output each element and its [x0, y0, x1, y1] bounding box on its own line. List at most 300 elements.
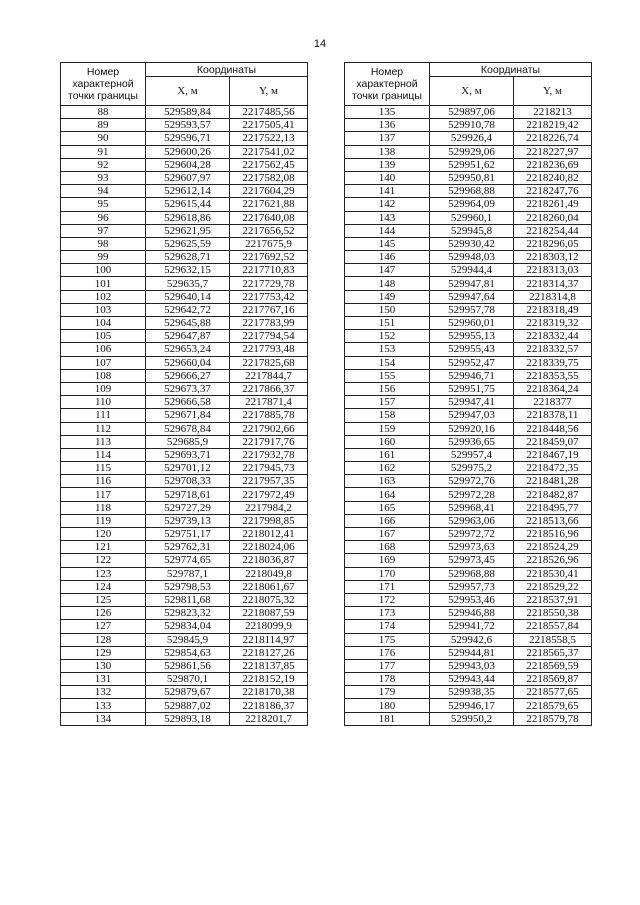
- point-number-cell: 102: [61, 290, 146, 303]
- x-coordinate-cell: 529887,02: [146, 699, 230, 712]
- y-coordinate-cell: 2217902,66: [230, 422, 308, 435]
- x-coordinate-cell: 529975,2: [430, 462, 514, 475]
- y-coordinate-cell: 2217621,88: [230, 198, 308, 211]
- table-row: [61, 119, 308, 132]
- y-coordinate-cell: 2218318,49: [514, 303, 592, 316]
- table-row: [345, 607, 592, 620]
- y-coordinate-cell: 2218313,03: [514, 264, 592, 277]
- point-number-cell: 175: [345, 633, 430, 646]
- y-coordinate-cell: 2217675,9: [230, 237, 308, 250]
- y-coordinate-cell: 2218061,67: [230, 580, 308, 593]
- point-number-cell: 118: [61, 501, 146, 514]
- coordinates-table-right: [344, 62, 592, 726]
- y-coordinate-cell: 2218087,59: [230, 607, 308, 620]
- x-coordinate-cell: 529628,71: [146, 251, 230, 264]
- x-coordinate-cell: 529653,24: [146, 343, 230, 356]
- table-row: [345, 448, 592, 461]
- y-coordinate-cell: 2218152,19: [230, 673, 308, 686]
- table-row: [61, 712, 308, 725]
- point-number-cell: 93: [61, 171, 146, 184]
- y-coordinate-cell: 2218569,87: [514, 673, 592, 686]
- table-row: [345, 356, 592, 369]
- point-number-cell: 122: [61, 554, 146, 567]
- table-row: [61, 185, 308, 198]
- point-number-cell: 155: [345, 369, 430, 382]
- x-coordinate-cell: 529751,17: [146, 528, 230, 541]
- y-coordinate-cell: 2218332,57: [514, 343, 592, 356]
- table-row: [345, 541, 592, 554]
- point-number-cell: 171: [345, 580, 430, 593]
- table-row: [345, 488, 592, 501]
- x-coordinate-cell: 529946,17: [430, 699, 514, 712]
- table-row: [345, 171, 592, 184]
- point-number-cell: 113: [61, 435, 146, 448]
- point-number-cell: 130: [61, 659, 146, 672]
- table-row: [61, 422, 308, 435]
- table-row: [345, 198, 592, 211]
- point-number-cell: 143: [345, 211, 430, 224]
- y-coordinate-cell: 2218558,5: [514, 633, 592, 646]
- y-coordinate-cell: 2218075,32: [230, 593, 308, 606]
- table-row: [61, 607, 308, 620]
- x-coordinate-cell: 529647,87: [146, 330, 230, 343]
- x-coordinate-cell: 529947,64: [430, 290, 514, 303]
- table-row: [61, 673, 308, 686]
- table-row: [345, 673, 592, 686]
- x-header: X, м: [146, 77, 230, 106]
- table-row: [345, 686, 592, 699]
- table-row: [61, 211, 308, 224]
- table-row: [61, 409, 308, 422]
- point-number-cell: 167: [345, 528, 430, 541]
- point-number-cell: 88: [61, 106, 146, 119]
- point-number-cell: 89: [61, 119, 146, 132]
- y-coordinate-cell: 2218459,07: [514, 435, 592, 448]
- x-coordinate-cell: 529910,78: [430, 119, 514, 132]
- y-coordinate-cell: 2218482,87: [514, 488, 592, 501]
- x-coordinate-cell: 529640,14: [146, 290, 230, 303]
- x-coordinate-cell: 529955,13: [430, 330, 514, 343]
- x-coordinate-cell: 529645,88: [146, 317, 230, 330]
- table-row: [61, 145, 308, 158]
- y-coordinate-cell: 2218377: [514, 396, 592, 409]
- y-coordinate-cell: 2217710,83: [230, 264, 308, 277]
- table-row: [61, 369, 308, 382]
- coordinates-header: Координаты: [430, 63, 592, 77]
- x-coordinate-cell: 529973,63: [430, 541, 514, 554]
- point-number-cell: 158: [345, 409, 430, 422]
- x-coordinate-cell: 529625,59: [146, 237, 230, 250]
- point-number-cell: 178: [345, 673, 430, 686]
- point-number-cell: 170: [345, 567, 430, 580]
- x-coordinate-cell: 529673,37: [146, 382, 230, 395]
- point-number-cell: 128: [61, 633, 146, 646]
- point-number-cell: 149: [345, 290, 430, 303]
- table-row: [61, 659, 308, 672]
- x-coordinate-cell: 529957,78: [430, 303, 514, 316]
- y-coordinate-cell: 2217505,41: [230, 119, 308, 132]
- table-row: [345, 264, 592, 277]
- point-number-cell: 138: [345, 145, 430, 158]
- y-coordinate-cell: 2218448,56: [514, 422, 592, 435]
- table-row: [345, 646, 592, 659]
- x-coordinate-cell: 529666,58: [146, 396, 230, 409]
- point-number-cell: 106: [61, 343, 146, 356]
- table-row: [61, 620, 308, 633]
- point-number-cell: 166: [345, 514, 430, 527]
- point-number-cell: 124: [61, 580, 146, 593]
- point-number-cell: 99: [61, 251, 146, 264]
- y-coordinate-cell: 2217871,4: [230, 396, 308, 409]
- x-coordinate-cell: 529621,95: [146, 224, 230, 237]
- x-coordinate-cell: 529589,84: [146, 106, 230, 119]
- table-row: [345, 237, 592, 250]
- y-coordinate-cell: 2218524,29: [514, 541, 592, 554]
- x-coordinate-cell: 529973,45: [430, 554, 514, 567]
- y-coordinate-cell: 2218332,44: [514, 330, 592, 343]
- table-row: [345, 699, 592, 712]
- point-number-cell: 126: [61, 607, 146, 620]
- point-number-cell: 165: [345, 501, 430, 514]
- table-row: [61, 567, 308, 580]
- table-row: [345, 580, 592, 593]
- x-coordinate-cell: 529947,81: [430, 277, 514, 290]
- point-number-cell: 105: [61, 330, 146, 343]
- point-number-cell: 97: [61, 224, 146, 237]
- y-coordinate-cell: 2217562,45: [230, 158, 308, 171]
- table-row: [345, 145, 592, 158]
- table-row: [345, 303, 592, 316]
- point-number-cell: 125: [61, 593, 146, 606]
- x-coordinate-cell: 529968,88: [430, 567, 514, 580]
- point-number-cell: 153: [345, 343, 430, 356]
- point-number-cell: 180: [345, 699, 430, 712]
- table-row: [61, 251, 308, 264]
- table-row: [345, 554, 592, 567]
- point-number-cell: 133: [61, 699, 146, 712]
- y-coordinate-cell: 2218213: [514, 106, 592, 119]
- x-coordinate-cell: 529964,09: [430, 198, 514, 211]
- x-coordinate-cell: 529615,44: [146, 198, 230, 211]
- y-coordinate-cell: 2217783,99: [230, 317, 308, 330]
- x-coordinate-cell: 529946,71: [430, 369, 514, 382]
- point-number-cell: 179: [345, 686, 430, 699]
- x-coordinate-cell: 529632,15: [146, 264, 230, 277]
- point-number-cell: 114: [61, 448, 146, 461]
- point-number-cell: 136: [345, 119, 430, 132]
- point-number-cell: 109: [61, 382, 146, 395]
- x-coordinate-cell: 529960,1: [430, 211, 514, 224]
- y-coordinate-cell: 2217825,68: [230, 356, 308, 369]
- table-row: [61, 448, 308, 461]
- point-number-cell: 104: [61, 317, 146, 330]
- coordinates-header: Координаты: [146, 63, 308, 77]
- x-coordinate-cell: 529943,03: [430, 659, 514, 672]
- table-row: [61, 317, 308, 330]
- y-coordinate-cell: 2218472,35: [514, 462, 592, 475]
- point-number-cell: 147: [345, 264, 430, 277]
- x-coordinate-cell: 529870,1: [146, 673, 230, 686]
- point-number-cell: 161: [345, 448, 430, 461]
- table-row: [345, 593, 592, 606]
- x-coordinate-cell: 529612,14: [146, 185, 230, 198]
- table-row: [345, 712, 592, 725]
- point-number-cell: 100: [61, 264, 146, 277]
- y-coordinate-cell: 2217729,78: [230, 277, 308, 290]
- point-number-cell: 142: [345, 198, 430, 211]
- y-coordinate-cell: 2218114,97: [230, 633, 308, 646]
- x-coordinate-cell: 529963,06: [430, 514, 514, 527]
- table-row: [345, 158, 592, 171]
- point-number-cell: 112: [61, 422, 146, 435]
- point-number-cell: 152: [345, 330, 430, 343]
- y-coordinate-cell: 2218569,59: [514, 659, 592, 672]
- y-coordinate-cell: 2218296,05: [514, 237, 592, 250]
- point-number-cell: 169: [345, 554, 430, 567]
- x-coordinate-cell: 529944,4: [430, 264, 514, 277]
- point-number-cell: 129: [61, 646, 146, 659]
- table-row: [345, 224, 592, 237]
- y-coordinate-cell: 2218353,55: [514, 369, 592, 382]
- y-coordinate-cell: 2218557,84: [514, 620, 592, 633]
- x-coordinate-cell: 529950,2: [430, 712, 514, 725]
- table-row: [345, 409, 592, 422]
- x-coordinate-cell: 529955,43: [430, 343, 514, 356]
- table-body: [345, 106, 592, 726]
- x-coordinate-cell: 529930,42: [430, 237, 514, 250]
- y-coordinate-cell: 2218495,77: [514, 501, 592, 514]
- table-row: [345, 501, 592, 514]
- x-coordinate-cell: 529947,41: [430, 396, 514, 409]
- y-coordinate-cell: 2217604,29: [230, 185, 308, 198]
- table-row: [345, 435, 592, 448]
- x-coordinate-cell: 529951,75: [430, 382, 514, 395]
- point-number-cell: 148: [345, 277, 430, 290]
- table-row: [345, 119, 592, 132]
- table-row: [61, 686, 308, 699]
- page-number: 14: [313, 38, 327, 50]
- y-coordinate-cell: 2218579,65: [514, 699, 592, 712]
- y-coordinate-cell: 2217972,49: [230, 488, 308, 501]
- y-coordinate-cell: 2218049,8: [230, 567, 308, 580]
- x-coordinate-cell: 529920,16: [430, 422, 514, 435]
- x-coordinate-cell: 529739,13: [146, 514, 230, 527]
- table-row: [61, 290, 308, 303]
- table-row: [61, 554, 308, 567]
- y-coordinate-cell: 2218260,04: [514, 211, 592, 224]
- table-row: [61, 224, 308, 237]
- table-row: [61, 633, 308, 646]
- y-coordinate-cell: 2218565,37: [514, 646, 592, 659]
- x-coordinate-cell: 529893,18: [146, 712, 230, 725]
- y-coordinate-cell: 2218319,32: [514, 317, 592, 330]
- y-coordinate-cell: 2218467,19: [514, 448, 592, 461]
- y-coordinate-cell: 2218339,75: [514, 356, 592, 369]
- table-row: [345, 277, 592, 290]
- y-coordinate-cell: 2218378,11: [514, 409, 592, 422]
- y-coordinate-cell: 2218240,82: [514, 171, 592, 184]
- table-row: [61, 171, 308, 184]
- x-coordinate-cell: 529952,47: [430, 356, 514, 369]
- table-row: [345, 422, 592, 435]
- y-coordinate-cell: 2218314,37: [514, 277, 592, 290]
- x-header: X, м: [430, 77, 514, 106]
- table-row: [61, 382, 308, 395]
- x-coordinate-cell: 529693,71: [146, 448, 230, 461]
- table-row: [345, 185, 592, 198]
- point-number-cell: 176: [345, 646, 430, 659]
- y-coordinate-cell: 2217885,78: [230, 409, 308, 422]
- y-coordinate-cell: 2218303,12: [514, 251, 592, 264]
- x-coordinate-cell: 529936,65: [430, 435, 514, 448]
- y-coordinate-cell: 2218254,44: [514, 224, 592, 237]
- table-row: [345, 330, 592, 343]
- table-row: [345, 369, 592, 382]
- y-coordinate-cell: 2217753,42: [230, 290, 308, 303]
- x-coordinate-cell: 529938,35: [430, 686, 514, 699]
- point-number-cell: 96: [61, 211, 146, 224]
- point-number-cell: 172: [345, 593, 430, 606]
- point-number-cell: 173: [345, 607, 430, 620]
- x-coordinate-cell: 529861,56: [146, 659, 230, 672]
- table-row: [61, 277, 308, 290]
- x-coordinate-cell: 529950,81: [430, 171, 514, 184]
- y-coordinate-cell: 2217945,73: [230, 462, 308, 475]
- x-coordinate-cell: 529811,68: [146, 593, 230, 606]
- point-number-cell: 162: [345, 462, 430, 475]
- table-row: [345, 382, 592, 395]
- table-row: [345, 620, 592, 633]
- x-coordinate-cell: 529834,04: [146, 620, 230, 633]
- x-coordinate-cell: 529946,88: [430, 607, 514, 620]
- table-row: [345, 462, 592, 475]
- x-coordinate-cell: 529972,72: [430, 528, 514, 541]
- y-coordinate-cell: 2217866,37: [230, 382, 308, 395]
- x-coordinate-cell: 529600,26: [146, 145, 230, 158]
- point-number-cell: 168: [345, 541, 430, 554]
- x-coordinate-cell: 529708,33: [146, 475, 230, 488]
- y-coordinate-cell: 2218219,42: [514, 119, 592, 132]
- y-coordinate-cell: 2218364,24: [514, 382, 592, 395]
- table-row: [61, 396, 308, 409]
- table-row: [61, 580, 308, 593]
- y-coordinate-cell: 2217522,13: [230, 132, 308, 145]
- point-number-cell: 181: [345, 712, 430, 725]
- y-coordinate-cell: 2217767,16: [230, 303, 308, 316]
- y-coordinate-cell: 2218513,66: [514, 514, 592, 527]
- y-coordinate-cell: 2218137,85: [230, 659, 308, 672]
- x-coordinate-cell: 529671,84: [146, 409, 230, 422]
- y-coordinate-cell: 2218537,91: [514, 593, 592, 606]
- table-body: [61, 106, 308, 726]
- x-coordinate-cell: 529845,9: [146, 633, 230, 646]
- y-coordinate-cell: 2218529,22: [514, 580, 592, 593]
- y-coordinate-cell: 2217932,78: [230, 448, 308, 461]
- table-row: [61, 158, 308, 171]
- x-coordinate-cell: 529879,67: [146, 686, 230, 699]
- point-number-cell: 156: [345, 382, 430, 395]
- table-row: [345, 633, 592, 646]
- x-coordinate-cell: 529972,76: [430, 475, 514, 488]
- point-number-cell: 120: [61, 528, 146, 541]
- point-number-cell: 103: [61, 303, 146, 316]
- y-coordinate-cell: 2218036,87: [230, 554, 308, 567]
- point-number-cell: 123: [61, 567, 146, 580]
- table-row: [345, 343, 592, 356]
- y-coordinate-cell: 2218170,38: [230, 686, 308, 699]
- x-coordinate-cell: 529823,32: [146, 607, 230, 620]
- x-coordinate-cell: 529607,97: [146, 171, 230, 184]
- y-coordinate-cell: 2217692,52: [230, 251, 308, 264]
- y-coordinate-cell: 2217844,7: [230, 369, 308, 382]
- y-coordinate-cell: 2217794,54: [230, 330, 308, 343]
- point-number-cell: 134: [61, 712, 146, 725]
- x-coordinate-cell: 529947,03: [430, 409, 514, 422]
- table-row: [345, 514, 592, 527]
- x-coordinate-cell: 529635,7: [146, 277, 230, 290]
- table-row: [61, 699, 308, 712]
- point-number-cell: 95: [61, 198, 146, 211]
- x-coordinate-cell: 529854,63: [146, 646, 230, 659]
- point-number-cell: 101: [61, 277, 146, 290]
- x-coordinate-cell: 529678,84: [146, 422, 230, 435]
- y-coordinate-cell: 2217917,76: [230, 435, 308, 448]
- table-row: [345, 211, 592, 224]
- x-coordinate-cell: 529727,29: [146, 501, 230, 514]
- x-coordinate-cell: 529787,1: [146, 567, 230, 580]
- x-coordinate-cell: 529945,8: [430, 224, 514, 237]
- point-number-cell: 107: [61, 356, 146, 369]
- x-coordinate-cell: 529618,86: [146, 211, 230, 224]
- y-coordinate-cell: 2218099,9: [230, 620, 308, 633]
- point-number-cell: 117: [61, 488, 146, 501]
- x-coordinate-cell: 529593,57: [146, 119, 230, 132]
- x-coordinate-cell: 529951,62: [430, 158, 514, 171]
- table-row: [61, 488, 308, 501]
- table-row: [345, 251, 592, 264]
- table-row: [61, 198, 308, 211]
- point-number-cell: 163: [345, 475, 430, 488]
- y-coordinate-cell: 2218481,28: [514, 475, 592, 488]
- y-coordinate-cell: 2218526,96: [514, 554, 592, 567]
- y-coordinate-cell: 2218530,41: [514, 567, 592, 580]
- table-row: [61, 343, 308, 356]
- table-row: [61, 330, 308, 343]
- point-number-cell: 110: [61, 396, 146, 409]
- x-coordinate-cell: 529968,41: [430, 501, 514, 514]
- table-row: [345, 317, 592, 330]
- point-number-cell: 151: [345, 317, 430, 330]
- table-row: [61, 106, 308, 119]
- y-coordinate-cell: 2217793,48: [230, 343, 308, 356]
- table-row: [61, 462, 308, 475]
- point-number-cell: 177: [345, 659, 430, 672]
- point-number-cell: 132: [61, 686, 146, 699]
- y-coordinate-cell: 2217640,08: [230, 211, 308, 224]
- y-header: Y, м: [230, 77, 308, 106]
- point-number-header: Номер характерной точки границы: [345, 63, 430, 106]
- x-coordinate-cell: 529957,73: [430, 580, 514, 593]
- y-coordinate-cell: 2218226,74: [514, 132, 592, 145]
- y-coordinate-cell: 2217541,02: [230, 145, 308, 158]
- point-number-cell: 160: [345, 435, 430, 448]
- y-coordinate-cell: 2217984,2: [230, 501, 308, 514]
- x-coordinate-cell: 529897,06: [430, 106, 514, 119]
- point-number-cell: 144: [345, 224, 430, 237]
- y-coordinate-cell: 2218201,7: [230, 712, 308, 725]
- point-number-cell: 141: [345, 185, 430, 198]
- table-row: [345, 528, 592, 541]
